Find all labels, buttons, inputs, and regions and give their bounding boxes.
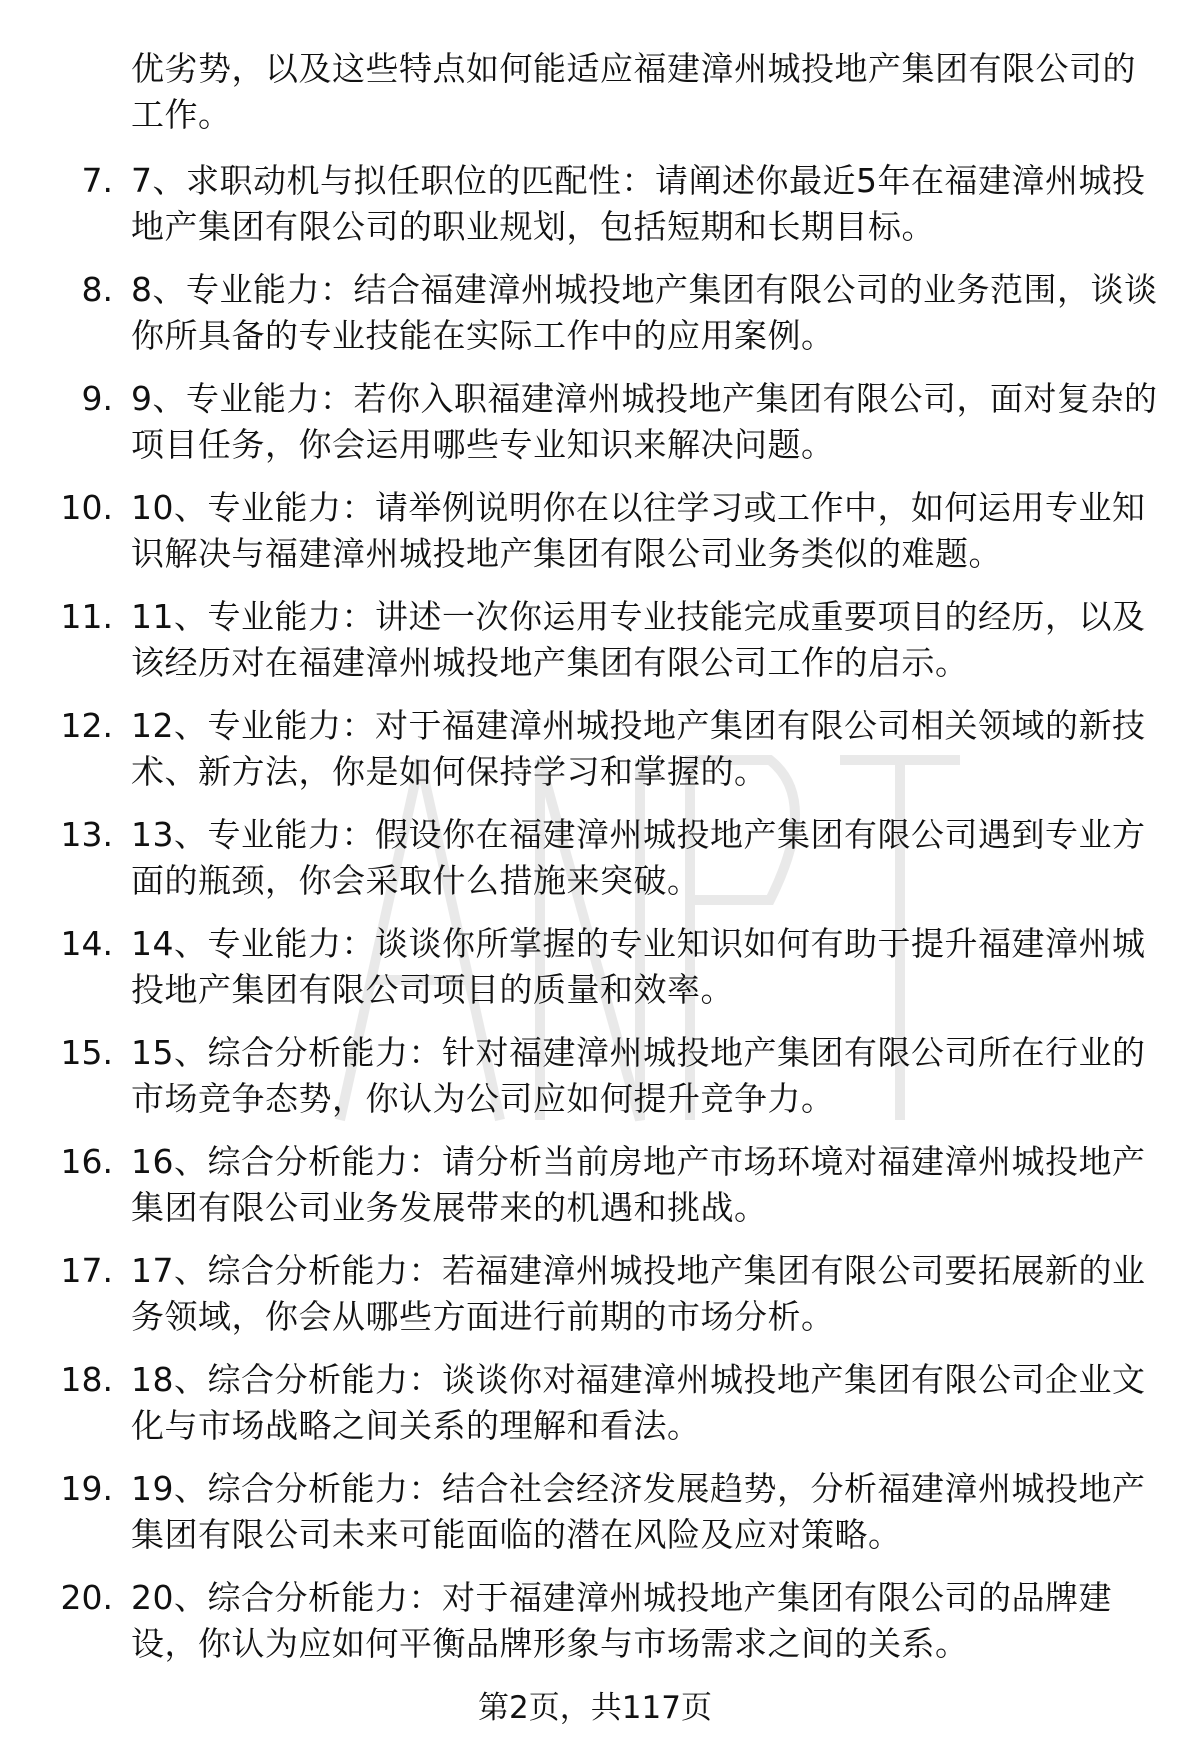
list-item [0, 376, 1190, 468]
question-list [0, 46, 1190, 1684]
item-text: 12、专业能力：对于福建漳州城投地产集团有限公司相关领域的新技术、新方法，你是如何保持学习和掌握的。 [131, 706, 1146, 791]
item-text: 8、专业能力：结合福建漳州城投地产集团有限公司的业务范围，谈谈你所具备的专业技能在实际工作中的应用案例。 [131, 270, 1158, 355]
list-item [0, 1575, 1190, 1667]
continuation-paragraph: 优劣势，以及这些特点如何能适应福建漳州城投地产集团有限公司的工作。 [131, 49, 1136, 134]
list-item [0, 594, 1190, 686]
list-item [0, 812, 1190, 904]
item-number: 14. [60, 924, 113, 963]
item-number: 18. [60, 1360, 113, 1399]
item-number: 8. [81, 270, 113, 309]
list-item [0, 1357, 1190, 1449]
item-text: 11、专业能力：讲述一次你运用专业技能完成重要项目的经历，以及该经历对在福建漳州城投地产集团有限公司工作的启示。 [131, 597, 1146, 682]
item-text: 13、专业能力：假设你在福建漳州城投地产集团有限公司遇到专业方面的瓶颈，你会采取什么措施来突破。 [131, 815, 1146, 900]
list-item [0, 158, 1190, 250]
list-item [0, 1466, 1190, 1558]
item-text: 9、专业能力：若你入职福建漳州城投地产集团有限公司，面对复杂的项目任务，你会运用哪些专业知识来解决问题。 [131, 379, 1158, 464]
list-item [0, 1248, 1190, 1340]
list-item [0, 1139, 1190, 1231]
item-number: 20. [60, 1578, 113, 1617]
list-item [0, 1030, 1190, 1122]
list-item [0, 485, 1190, 577]
item-number: 15. [60, 1033, 113, 1072]
item-text: 14、专业能力：谈谈你所掌握的专业知识如何有助于提升福建漳州城投地产集团有限公司项目的质量和效率。 [131, 924, 1146, 1009]
item-text: 15、综合分析能力：针对福建漳州城投地产集团有限公司所在行业的市场竞争态势，你认为公司应如何提升竞争力。 [131, 1033, 1146, 1118]
item-text: 18、综合分析能力：谈谈你对福建漳州城投地产集团有限公司企业文化与市场战略之间关系的理解和看法。 [131, 1360, 1146, 1445]
item-number: 12. [60, 706, 113, 745]
page-footer [0, 1688, 1190, 1728]
item-number: 16. [60, 1142, 113, 1181]
item-text: 16、综合分析能力：请分析当前房地产市场环境对福建漳州城投地产集团有限公司业务发展带来的机遇和挑战。 [131, 1142, 1146, 1227]
item-text: 10、专业能力：请举例说明你在以往学习或工作中，如何运用专业知识解决与福建漳州城投地产集团有限公司业务类似的难题。 [131, 488, 1146, 573]
list-item [0, 703, 1190, 795]
item-number: 11. [60, 597, 113, 636]
item-text: 19、综合分析能力：结合社会经济发展趋势，分析福建漳州城投地产集团有限公司未来可能面临的潜在风险及应对策略。 [131, 1469, 1146, 1554]
item-number: 7. [81, 161, 113, 200]
item-text: 7、求职动机与拟任职位的匹配性：请阐述你最近5年在福建漳州城投地产集团有限公司的职业规划，包括短期和长期目标。 [131, 161, 1146, 246]
item-text: 20、综合分析能力：对于福建漳州城投地产集团有限公司的品牌建设，你认为应如何平衡品牌形象与市场需求之间的关系。 [131, 1578, 1112, 1663]
item-number: 10. [60, 488, 113, 527]
item-number: 17. [60, 1251, 113, 1290]
list-item [0, 267, 1190, 359]
list-item [0, 921, 1190, 1013]
item-number: 19. [60, 1469, 113, 1508]
item-number: 9. [81, 379, 113, 418]
page-number-label: 第2页，共117页 [478, 1690, 712, 1726]
item-number: 13. [60, 815, 113, 854]
item-text: 17、综合分析能力：若福建漳州城投地产集团有限公司要拓展新的业务领域，你会从哪些方面进行前期的市场分析。 [131, 1251, 1146, 1336]
